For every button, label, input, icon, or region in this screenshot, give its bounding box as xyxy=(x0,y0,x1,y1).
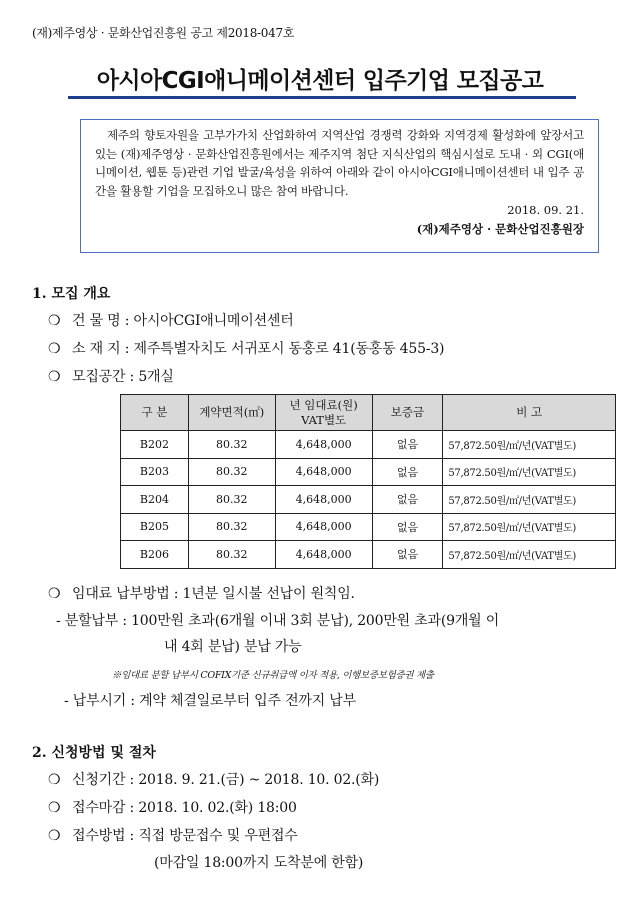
circle-bullet-icon: ❍ xyxy=(48,828,61,844)
cell-rent: 4,648,000 xyxy=(275,513,372,541)
page-title: 아시아CGI애니메이션센터 입주기업 모집공고 xyxy=(96,68,544,94)
cell-unit: B206 xyxy=(121,541,189,569)
space-count-text: 모집공간 : 5개실 xyxy=(72,369,174,385)
payment-method-item xyxy=(48,583,355,603)
cell-deposit: 없음 xyxy=(372,458,443,486)
cell-note: 57,872.50원/㎡/년(VAT별도) xyxy=(443,458,616,486)
section-2-title: 2. 신청방법 및 절차 xyxy=(32,745,156,761)
submission-method-note: (마감일 18:00까지 도착분에 한함) xyxy=(154,855,364,871)
circle-bullet-icon: ❍ xyxy=(48,800,61,816)
submission-method-item xyxy=(48,825,298,845)
cell-unit: B204 xyxy=(121,486,189,514)
cell-area: 80.32 xyxy=(188,458,275,486)
deadline-text: 접수마감 : 2018. 10. 02.(화) 18:00 xyxy=(72,800,297,816)
cell-deposit: 없음 xyxy=(372,431,443,459)
cell-area: 80.32 xyxy=(188,486,275,514)
location-text: 소 재 지 : 제주특별자치도 서귀포시 동홍로 41(동홍동 455-3) xyxy=(72,341,445,357)
circle-bullet-icon: ❍ xyxy=(48,313,61,329)
col-header-rent: 년 임대료(원) VAT별도 xyxy=(275,395,372,431)
installment-footnote: ※임대료 분할 납부시 COFIX기준 신규취급액 이자 적용, 이행보증보험증권 제출 xyxy=(112,670,434,681)
location-item xyxy=(48,338,444,358)
cell-note: 57,872.50원/㎡/년(VAT별도) xyxy=(443,486,616,514)
cell-unit: B202 xyxy=(121,431,189,459)
notice-date: 2018. 09. 21. xyxy=(507,203,584,217)
circle-bullet-icon: ❍ xyxy=(48,586,61,602)
cell-note: 57,872.50원/㎡/년(VAT별도) xyxy=(443,541,616,569)
cell-area: 80.32 xyxy=(188,431,275,459)
installment-line-1: - 분할납부 : 100만원 초과(6개월 이내 3회 분납), 200만원 초과(9개월 이 xyxy=(56,613,500,629)
cell-deposit: 없음 xyxy=(372,486,443,514)
table-row xyxy=(121,541,616,569)
payment-method-text: 임대료 납부방법 : 1년분 일시불 선납이 원칙임. xyxy=(72,586,355,602)
cell-rent: 4,648,000 xyxy=(275,458,372,486)
cell-area: 80.32 xyxy=(188,513,275,541)
table-row xyxy=(121,431,616,459)
cell-note: 57,872.50원/㎡/년(VAT별도) xyxy=(443,513,616,541)
table-row xyxy=(121,513,616,541)
payment-timing: - 납부시기 : 계약 체결일로부터 입주 전까지 납부 xyxy=(64,693,356,709)
title-underline xyxy=(68,96,576,99)
cell-unit: B203 xyxy=(121,458,189,486)
cell-rent: 4,648,000 xyxy=(275,541,372,569)
installment-line-2: 내 4회 분납) 분납 가능 xyxy=(164,639,302,655)
notice-organization: (재)제주영상 · 문화산업진흥원장 xyxy=(416,221,584,236)
space-table xyxy=(120,394,616,569)
building-name-text: 건 물 명 : 아시아CGI애니메이션센터 xyxy=(72,313,294,329)
submission-method-text: 접수방법 : 직접 방문접수 및 우편접수 xyxy=(72,828,298,844)
col-header-deposit: 보증금 xyxy=(372,395,443,431)
cell-deposit: 없음 xyxy=(372,513,443,541)
space-count-item xyxy=(48,366,174,386)
building-name-item xyxy=(48,310,294,330)
cell-area: 80.32 xyxy=(188,541,275,569)
col-header-area: 계약면적(㎡) xyxy=(188,395,275,431)
col-header-note: 비 고 xyxy=(443,395,616,431)
cell-note: 57,872.50원/㎡/년(VAT별도) xyxy=(443,431,616,459)
table-header-row xyxy=(121,395,616,431)
cell-unit: B205 xyxy=(121,513,189,541)
circle-bullet-icon: ❍ xyxy=(48,341,61,357)
deadline-item xyxy=(48,797,297,817)
notice-box xyxy=(80,119,599,253)
cell-rent: 4,648,000 xyxy=(275,431,372,459)
table-row xyxy=(121,486,616,514)
notice-body: 제주의 향토자원을 고부가가치 산업화하여 지역산업 경쟁력 강화와 지역경제 활성화에 앞장서고 있는 (재)제주영상 · 문화산업진흥원에서는 제주지역 첨단 지식산업의 핵심시설로 도내 · 외 CGI(애니메이션, 웹툰 등)관련 기업 발굴/육성을 위하여 아래와 같이 아시아CGI애니메이션센터 내 입주 공간을 활용할 기업을 모집하오니 많은 참여 바랍니다. xyxy=(95,128,584,198)
announcement-number: (재)제주영상 · 문화산업진흥원 공고 제2018-047호 xyxy=(32,26,295,40)
circle-bullet-icon: ❍ xyxy=(48,772,61,788)
application-period-text: 신청기간 : 2018. 9. 21.(금) ~ 2018. 10. 02.(화) xyxy=(72,772,380,788)
col-header-unit: 구 분 xyxy=(121,395,189,431)
cell-deposit: 없음 xyxy=(372,541,443,569)
cell-rent: 4,648,000 xyxy=(275,486,372,514)
table-row xyxy=(121,458,616,486)
circle-bullet-icon: ❍ xyxy=(48,369,61,385)
application-period-item xyxy=(48,769,379,789)
section-1-title: 1. 모집 개요 xyxy=(32,286,111,302)
